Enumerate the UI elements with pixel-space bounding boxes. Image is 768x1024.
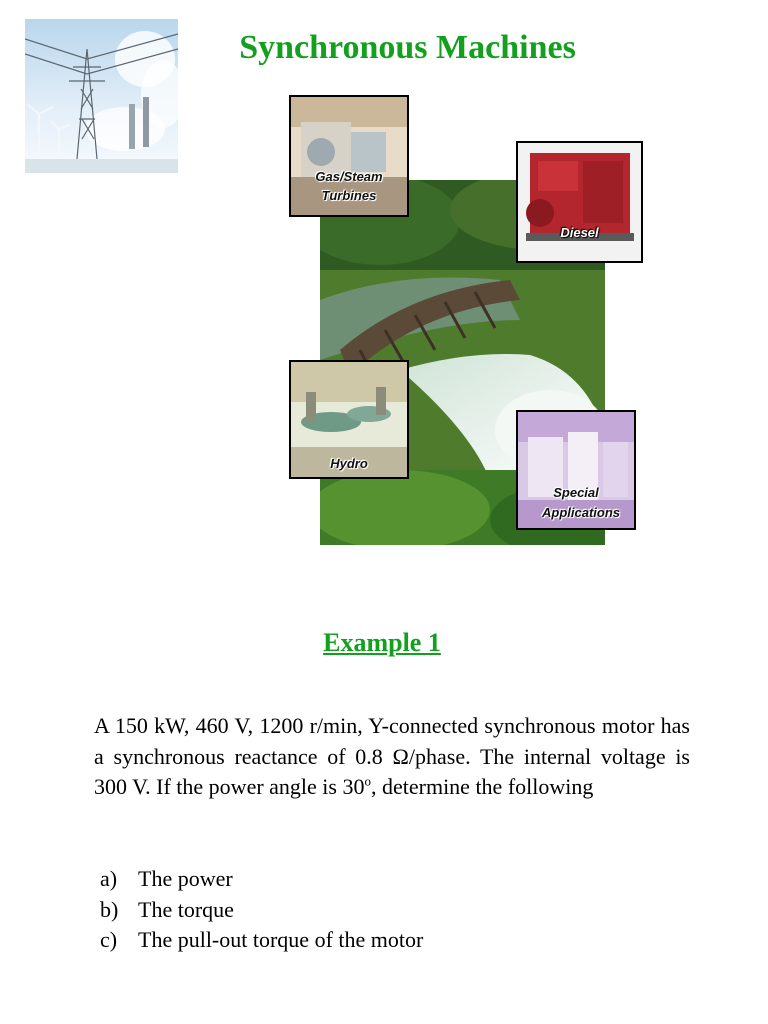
question-item	[100, 864, 423, 895]
question-marker: c)	[100, 927, 118, 952]
question-text: The torque	[138, 896, 234, 922]
tile-label-diesel: Diesel	[560, 225, 599, 240]
hydro-tile	[289, 360, 409, 479]
diesel-tile	[516, 141, 643, 263]
question-item	[100, 895, 423, 926]
question-marker: b)	[100, 896, 119, 922]
problem-text-end: , determine the following	[370, 774, 594, 799]
example-heading: Example 1	[323, 628, 441, 657]
problem-statement	[94, 711, 690, 803]
question-text: The pull-out torque of the motor	[138, 927, 424, 952]
tile-label-gas-steam: Gas/Steam Turbines	[315, 169, 383, 203]
generator-types-collage	[288, 95, 644, 531]
page-title: Synchronous Machines	[239, 29, 576, 66]
gas-steam-turbines-tile	[289, 95, 409, 217]
degree-superscript: o	[364, 773, 371, 789]
question-item	[100, 925, 423, 956]
problem-text-main: A 150 kW, 460 V, 1200 r/min, Y-connected synchronous motor has a synchronous reactance of 0.8 Ω/phase. The internal voltage is 300 V. If the power angle is 30	[94, 713, 690, 799]
tile-label-special-applications: Special Applications	[542, 485, 621, 520]
special-applications-tile	[516, 410, 636, 530]
tile-label-hydro: Hydro	[330, 456, 368, 471]
question-list	[100, 864, 423, 956]
question-text: The power	[138, 866, 233, 891]
question-marker: a)	[100, 866, 118, 891]
